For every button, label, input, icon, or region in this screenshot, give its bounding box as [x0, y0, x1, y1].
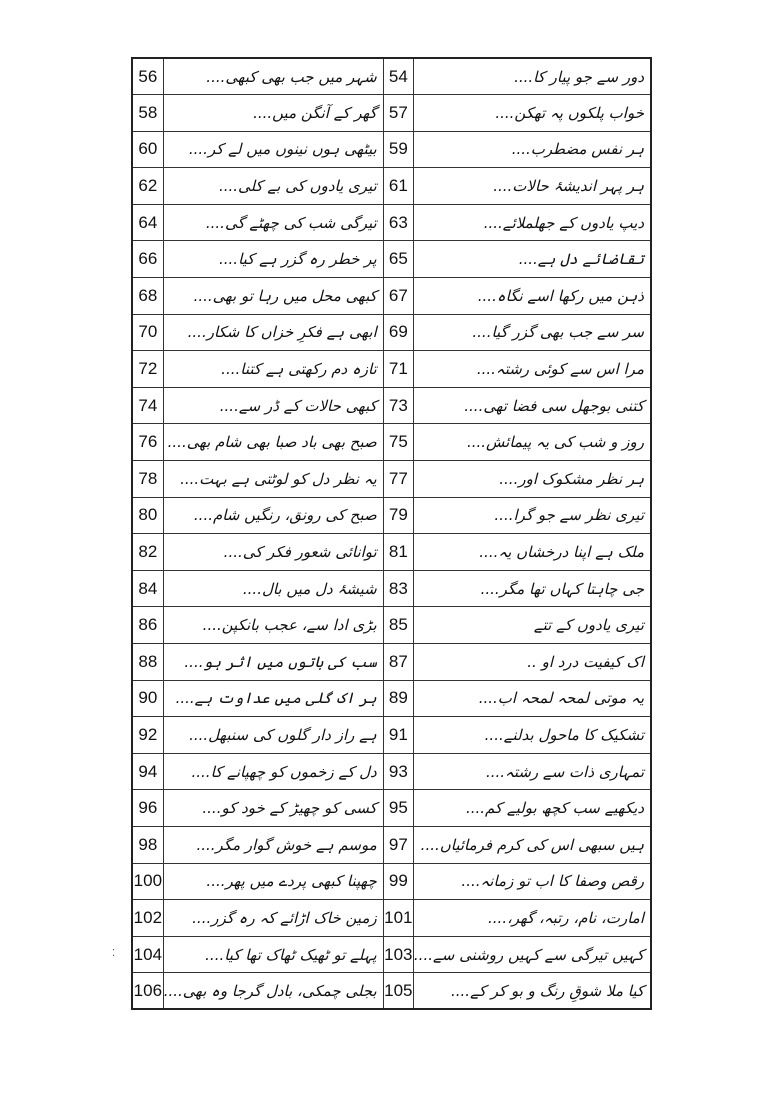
page-number: 64 [132, 204, 163, 241]
entry-title: سر سے جب بھی گزر گیا.... [413, 314, 651, 351]
entry-title: تیری نظر سے جو گرا.... [413, 497, 651, 534]
entry-title: روز و شب کی یہ پیمائش.... [413, 424, 651, 461]
page-number: 102 [132, 900, 163, 937]
entry-title: تیری یادوں کی بے کلی.... [163, 168, 383, 205]
page-number: 87 [383, 644, 413, 681]
entry-title: کتنی بوجھل سی فضا تھی.... [413, 387, 651, 424]
table-row [132, 790, 651, 827]
entry-title: گھر کے آنگن میں.... [163, 95, 383, 132]
table-row [132, 278, 651, 315]
entry-title: موسم ہے خوش گوار مگر.... [163, 826, 383, 863]
entry-title: خواب پلکوں پہ تھکن.... [413, 95, 651, 132]
page-number: 57 [383, 95, 413, 132]
page-number: 76 [132, 424, 163, 461]
table-row [132, 314, 651, 351]
entry-title: یہ موتی لمحہ لمحہ اب.... [413, 680, 651, 717]
entry-title: کہیں تیرگی سے کہیں روشنی سے.... [413, 936, 651, 973]
table-row [132, 424, 651, 461]
entry-title: کبھی محل میں رہا تو بھی.... [163, 278, 383, 315]
table-row [132, 826, 651, 863]
page-number: 91 [383, 717, 413, 754]
page-number: 85 [383, 607, 413, 644]
table-row [132, 570, 651, 607]
table-row [132, 900, 651, 937]
entry-title: پہلے تو ٹھیک ٹھاک تھا کیا.... [163, 936, 383, 973]
page-number: 72 [132, 351, 163, 388]
table-row [132, 680, 651, 717]
page-number: 78 [132, 461, 163, 498]
table-row [132, 351, 651, 388]
entry-title: ہیں سبھی اس کی کرم فرمائیاں.... [413, 826, 651, 863]
page-number: 100 [132, 863, 163, 900]
entry-title: دور سے جو پیار کا.... [413, 58, 651, 95]
page-number: 93 [383, 753, 413, 790]
page-number: 70 [132, 314, 163, 351]
table-row [132, 461, 651, 498]
page-number: 73 [383, 387, 413, 424]
entry-title: صبح کی رونق، رنگیں شام.... [163, 497, 383, 534]
page-number: 86 [132, 607, 163, 644]
entry-title: ہر پہر اندیشۂ حالات.... [413, 168, 651, 205]
page-number: 98 [132, 826, 163, 863]
table-row [132, 644, 651, 681]
page-number: 68 [132, 278, 163, 315]
entry-title: زمین خاک اڑائے کہ رہ گزر.... [163, 900, 383, 937]
page-number: 54 [383, 58, 413, 95]
table-row [132, 863, 651, 900]
entry-title: تقاضائے دل ہے.... [413, 241, 651, 278]
table-row [132, 607, 651, 644]
entry-title: مرا اس سے کوئی رشتہ.... [413, 351, 651, 388]
page-number: 71 [383, 351, 413, 388]
table-row [132, 497, 651, 534]
table-row [132, 58, 651, 95]
page-number: 97 [383, 826, 413, 863]
entry-title: شیشۂ دل میں بال.... [163, 570, 383, 607]
page-number: 62 [132, 168, 163, 205]
page-number: 94 [132, 753, 163, 790]
scan-speck: ⁚ [112, 948, 116, 959]
table-row [132, 95, 651, 132]
entry-title: سب کی باتوں میں اثر ہو.... [163, 644, 383, 681]
page-number: 80 [132, 497, 163, 534]
page-number: 103 [383, 936, 413, 973]
entry-title: یہ نظر دل کو لوٹتی ہے بہت.... [163, 461, 383, 498]
page-number: 99 [383, 863, 413, 900]
page-number: 56 [132, 58, 163, 95]
entry-title: تشکیک کا ماحول بدلنے.... [413, 717, 651, 754]
page-number: 92 [132, 717, 163, 754]
entry-title: پر خطر رہ گزر ہے کیا.... [163, 241, 383, 278]
table-row [132, 387, 651, 424]
page-number: 67 [383, 278, 413, 315]
entry-title: بڑی ادا سے، عجب بانکپن.... [163, 607, 383, 644]
page-number: 65 [383, 241, 413, 278]
page-number: 83 [383, 570, 413, 607]
table-row [132, 973, 651, 1010]
page-number: 61 [383, 168, 413, 205]
entry-title: ہر اک گلی میں عداوت ہے.... [163, 680, 383, 717]
page-number: 105 [383, 973, 413, 1010]
entry-title: توانائی شعور فکر کی.... [163, 534, 383, 571]
entry-title: ملک ہے اپنا درخشاں یہ.... [413, 534, 651, 571]
table-row [132, 168, 651, 205]
page-number: 81 [383, 534, 413, 571]
page-number: 96 [132, 790, 163, 827]
page-number: 89 [383, 680, 413, 717]
table-of-contents [131, 57, 652, 1010]
entry-title: جی چاہتا کہاں تھا مگر.... [413, 570, 651, 607]
entry-title: شہر میں جب بھی کبھی.... [163, 58, 383, 95]
page-number: 59 [383, 131, 413, 168]
entry-title: اک کیفیت درد او .. [413, 644, 651, 681]
page-number: 101 [383, 900, 413, 937]
entry-title: بجلی چمکی، بادل گرجا وہ بھی.... [163, 973, 383, 1010]
page-number: 90 [132, 680, 163, 717]
page-number: 66 [132, 241, 163, 278]
table-row [132, 204, 651, 241]
page-number: 79 [383, 497, 413, 534]
entry-title: کسی کو چھیڑ کے خود کو.... [163, 790, 383, 827]
entry-title: دیپ یادوں کے جھلملائے.... [413, 204, 651, 241]
entry-title: تازہ دم رکھتی ہے کتنا.... [163, 351, 383, 388]
entry-title: چھپنا کبھی پردے میں پھر.... [163, 863, 383, 900]
entry-title: امارت، نام، رتبہ، گھر،.... [413, 900, 651, 937]
entry-title: تیری یادوں کے تتے [413, 607, 651, 644]
page-number: 84 [132, 570, 163, 607]
entry-title: کیا ملا شوقِ رنگ و بو کر کے.... [413, 973, 651, 1010]
entry-title: کبھی حالات کے ڈر سے.... [163, 387, 383, 424]
table-row [132, 534, 651, 571]
entry-title: ہر نفس مضطرب.... [413, 131, 651, 168]
page-number: 95 [383, 790, 413, 827]
entry-title: ابھی ہے فکرِ خزاں کا شکار.... [163, 314, 383, 351]
page-number: 104 [132, 936, 163, 973]
entry-title: ہر نظر مشکوک اور.... [413, 461, 651, 498]
entry-title: بیٹھی ہوں نینوں میں لے کر.... [163, 131, 383, 168]
page-number: 82 [132, 534, 163, 571]
table-row [132, 753, 651, 790]
entry-title: دل کے زخموں کو چھپانے کا.... [163, 753, 383, 790]
table-row [132, 241, 651, 278]
page-number: 75 [383, 424, 413, 461]
table-row [132, 131, 651, 168]
entry-title: صبح بھی باد صبا بھی شام بھی.... [163, 424, 383, 461]
page-number: 88 [132, 644, 163, 681]
entry-title: ہے راز دار گلوں کی سنبھل.... [163, 717, 383, 754]
page-number: 74 [132, 387, 163, 424]
entry-title: تمہاری ذات سے رشتہ.... [413, 753, 651, 790]
entry-title: رقص وصفا کا اب تو زمانہ.... [413, 863, 651, 900]
page-number: 58 [132, 95, 163, 132]
page-number: 69 [383, 314, 413, 351]
entry-title: ذہن میں رکھا اسے نگاہ.... [413, 278, 651, 315]
page-number: 77 [383, 461, 413, 498]
table-row [132, 936, 651, 973]
page-number: 63 [383, 204, 413, 241]
entry-title: دیکھیے سب کچھ بولیے کم.... [413, 790, 651, 827]
entry-title: تیرگی شب کی چھٹے گی.... [163, 204, 383, 241]
page-number: 60 [132, 131, 163, 168]
page-number: 106 [132, 973, 163, 1010]
table-row [132, 717, 651, 754]
